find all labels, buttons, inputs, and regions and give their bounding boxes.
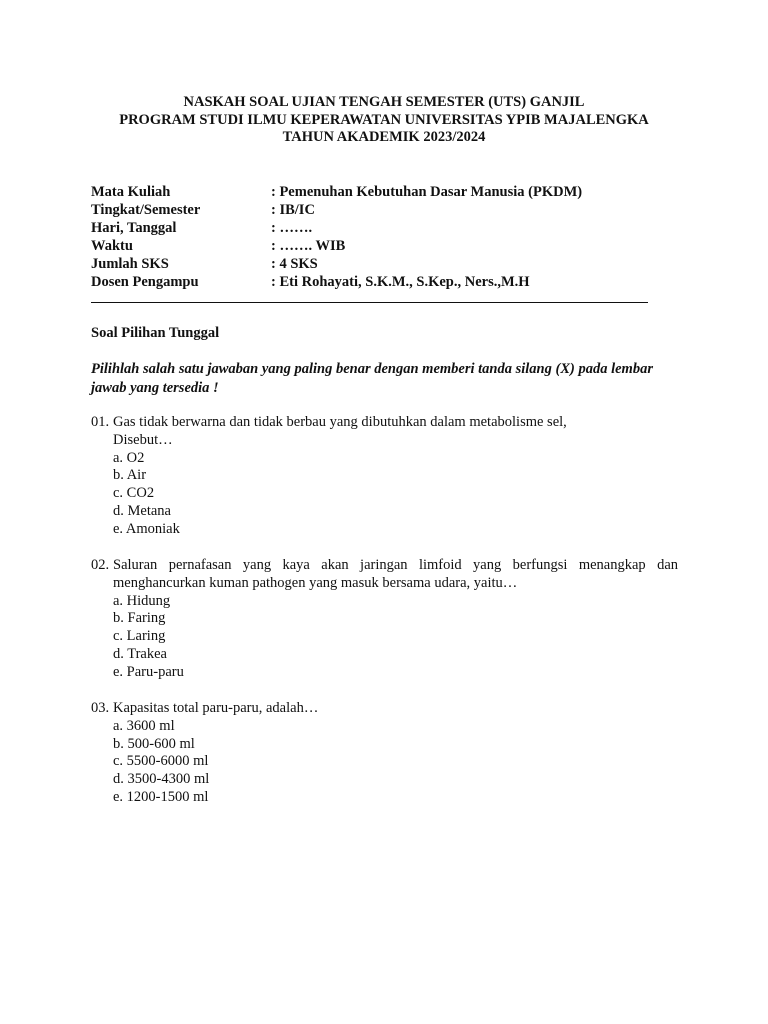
options-list: [91, 450, 678, 539]
info-value: : 4 SKS: [271, 256, 318, 272]
course-info: [91, 183, 582, 291]
info-value: : Eti Rohayati, S.K.M., S.Kep., Ners.,M.H: [271, 274, 530, 290]
info-label: Waktu: [91, 238, 133, 254]
info-label: Mata Kuliah: [91, 184, 171, 200]
question-number: 03.: [91, 700, 110, 716]
option-b: b. 500-600 ml: [113, 735, 195, 752]
option-e: e. Amoniak: [113, 520, 180, 537]
header-program: PROGRAM STUDI ILMU KEPERAWATAN UNIVERSITAS YPIB MAJALENGKA: [119, 111, 649, 128]
option-a: a. 3600 ml: [113, 717, 175, 734]
option-a: a. O2: [113, 449, 145, 466]
option-d: d. Trakea: [113, 645, 167, 662]
question-stem: [91, 700, 678, 718]
option-c: c. CO2: [113, 485, 155, 502]
info-row-lecturer: [91, 273, 582, 291]
document-header: [0, 94, 768, 147]
option-b: b. Faring: [113, 610, 166, 627]
option-c: c. Laring: [113, 628, 166, 645]
info-value: : …….: [271, 220, 313, 236]
info-value: : Pemenuhan Kebutuhan Dasar Manusia (PKDM): [271, 184, 583, 200]
info-row-time: [91, 237, 582, 255]
header-academic-year: TAHUN AKADEMIK 2023/2024: [282, 129, 486, 145]
info-value: : IB/IC: [271, 202, 315, 218]
info-label: Jumlah SKS: [91, 256, 169, 272]
question-stem: [91, 414, 678, 432]
option-c: c. 5500-6000 ml: [113, 753, 209, 770]
info-label: Tingkat/Semester: [91, 202, 201, 218]
question-1: [91, 414, 678, 539]
question-stem: [91, 557, 678, 575]
info-value: : ……. WIB: [271, 238, 346, 254]
option-d: d. Metana: [113, 502, 171, 519]
question-3: [91, 700, 678, 807]
question-text: Saluran pernafasan yang kaya akan jaringan limfoid yang berfungsi menangkap dan: [113, 557, 678, 573]
option-e: e. Paru-paru: [113, 663, 184, 680]
option-d: d. 3500-4300 ml: [113, 771, 210, 788]
info-row-date: [91, 219, 582, 237]
info-label: Hari, Tanggal: [91, 220, 177, 236]
header-title: NASKAH SOAL UJIAN TENGAH SEMESTER (UTS) GANJIL: [183, 94, 585, 110]
option-a: a. Hidung: [113, 592, 171, 609]
question-2: [91, 557, 678, 682]
question-text: Gas tidak berwarna dan tidak berbau yang dibutuhkan dalam metabolisme sel,: [113, 414, 567, 430]
info-row-course: [91, 183, 582, 201]
question-number: 01.: [91, 414, 110, 430]
question-text: Kapasitas total paru-paru, adalah…: [113, 700, 319, 716]
section-title: Soal Pilihan Tunggal: [91, 325, 220, 341]
question-text-continued: menghancurkan kuman pathogen yang masuk bersama udara, yaitu…: [113, 574, 518, 591]
option-b: b. Air: [113, 467, 147, 484]
info-row-level: [91, 201, 582, 219]
options-list: [91, 593, 678, 682]
option-e: e. 1200-1500 ml: [113, 788, 209, 805]
info-label: Dosen Pengampu: [91, 274, 199, 290]
divider-line: [91, 302, 648, 303]
options-list: [91, 718, 678, 807]
question-number: 02.: [91, 557, 110, 573]
instruction-text: Pilihlah salah satu jawaban yang paling benar dengan memberi tanda silang (X) pada lembar jawab yang tersedia !: [91, 361, 653, 396]
question-text-continued: Disebut…: [113, 431, 173, 448]
info-row-credits: [91, 255, 582, 273]
